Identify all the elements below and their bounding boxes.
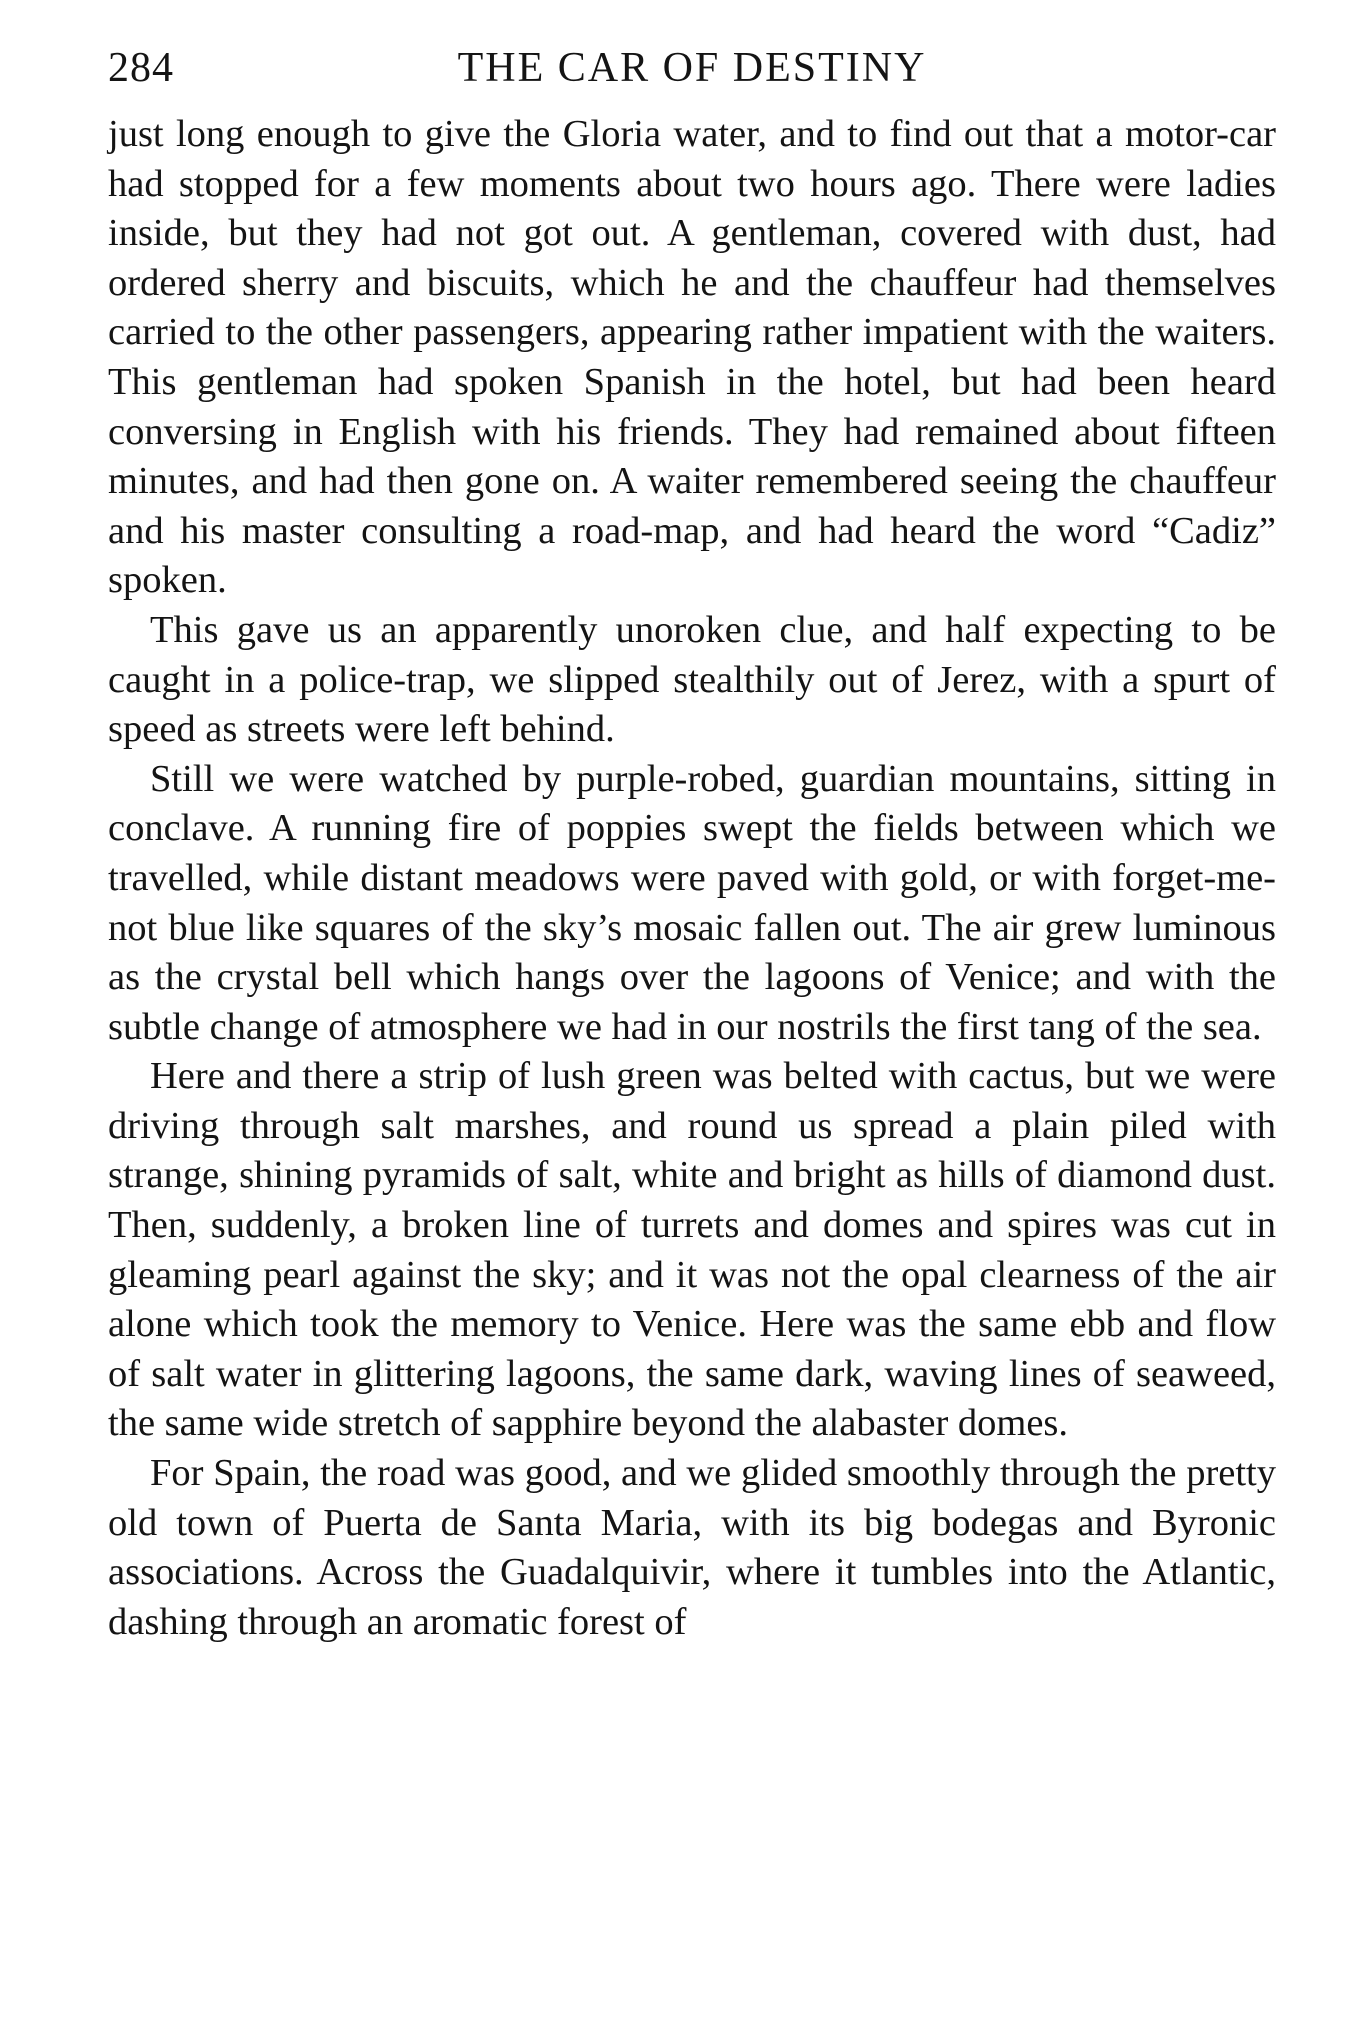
page-number: 284: [108, 45, 174, 91]
paragraph: For Spain, the road was good, and we glided smoothly through the pretty old town of Puerta de Santa Maria, with its big bodegas and Byronic associations. Across the Guadalquivir, where it tumbles into the Atlantic, dashing through an aromatic forest of: [108, 1452, 1276, 1643]
paragraph: Still we were watched by purple-robed, guardian mountains, sitting in conclave. A running fire of poppies swept the fields between which we travelled, while distant meadows were paved with gold, or with forget-me-not blue like squares of the sky’s mosaic fallen out. The air grew luminous as the crystal bell which hangs over the lagoons of Venice; and with the subtle change of atmosphere we had in our nostrils the first tang of the sea.: [108, 757, 1276, 1048]
running-title: THE CAR OF DESTINY: [457, 45, 927, 91]
paragraph-continued: just long enough to give the Gloria water, and to find out that a motor-car had stopped for a few moments about two hours ago. There were ladies inside, but they had not got out. A gentleman, covered with dust, had ordered sherry and biscuits, which he and the chauffeur had themselves carried to the other passengers, appearing rather impatient with the waiters. This gentleman had spoken Spanish in the hotel, but had been heard conversing in English with his friends. They had remained about fifteen minutes, and had then gone on. A waiter remembered seeing the chauffeur and his master consulting a road-map, and had heard the word “Cadiz” spoken.: [108, 113, 1276, 602]
paragraph: Here and there a strip of lush green was belted with cactus, but we were driving through salt marshes, and round us spread a plain piled with strange, shining pyramids of salt, white and bright as hills of diamond dust. Then, suddenly, a broken line of turrets and domes and spires was cut in gleaming pearl against the sky; and it was not the opal clearness of the air alone which took the memory to Venice. Here was the same ebb and flow of salt water in glittering lagoons, the same dark, waving lines of seaweed, the same wide stretch of sapphire beyond the alabaster domes.: [108, 1055, 1276, 1445]
body-text: [108, 110, 1276, 1647]
running-head: [108, 40, 1276, 96]
paragraph: This gave us an apparently unoroken clue, and half expecting to be caught in a police-trap, we slipped stealthily out of Jerez, with a spurt of speed as streets were left behind.: [108, 608, 1276, 751]
